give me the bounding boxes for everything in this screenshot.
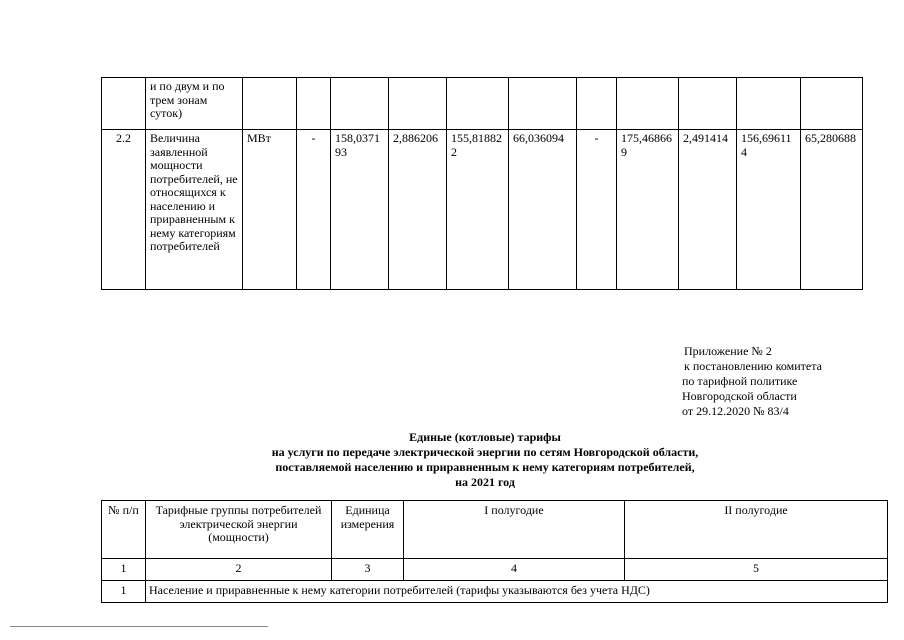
value-cell: 2,886206 xyxy=(389,130,447,290)
row-label: и по двум и по трем зонам суток) xyxy=(146,78,243,130)
index-cell: 2 xyxy=(146,559,332,581)
value-cell: - xyxy=(577,130,617,290)
index-cell: 3 xyxy=(332,559,404,581)
table-row xyxy=(102,130,863,290)
table-row xyxy=(102,559,888,581)
tariff-table xyxy=(101,500,888,603)
header-cell: Единица измерения xyxy=(332,501,404,559)
scan-line xyxy=(10,626,268,627)
header-cell: № п/п xyxy=(102,501,146,559)
appendix-line: Приложение № 2 xyxy=(684,344,772,358)
tariff-continuation-table xyxy=(101,77,863,290)
title-line: на 2021 год xyxy=(455,475,515,489)
index-cell: 4 xyxy=(404,559,625,581)
header-cell: Тарифные группы потребителей электрической энергии (мощности) xyxy=(146,501,332,559)
value-cell: 158,037193 xyxy=(331,130,389,290)
row-label: Население и приравненные к нему категории потребителей (тарифы указываются без учета НДС) xyxy=(146,581,888,603)
row-number: 2.2 xyxy=(102,130,146,290)
value-cell: 65,280688 xyxy=(801,130,863,290)
value-cell: - xyxy=(297,130,331,290)
document-title xyxy=(180,430,790,490)
appendix-line: к постановлению комитета xyxy=(684,359,822,373)
appendix-line: Новгородской области xyxy=(682,389,797,403)
unit-cell: МВт xyxy=(243,130,297,290)
header-cell: II полугодие xyxy=(625,501,888,559)
table-row xyxy=(102,78,863,130)
value-cell: 2,491414 xyxy=(679,130,737,290)
appendix-note xyxy=(682,344,822,419)
row-label: Величина заявленной мощности потребителей, не относящихся к населению и приравненным к нему категориям потребителей xyxy=(146,130,243,290)
table-header-row xyxy=(102,501,888,559)
index-cell: 5 xyxy=(625,559,888,581)
title-line: на услуги по передаче электрической энергии по сетям Новгородской области, xyxy=(271,445,699,459)
header-cell: I полугодие xyxy=(404,501,625,559)
index-cell: 1 xyxy=(102,559,146,581)
value-cell: 155,818822 xyxy=(447,130,509,290)
value-cell: 66,036094 xyxy=(509,130,577,290)
row-number: 1 xyxy=(102,581,146,603)
value-cell: 156,696114 xyxy=(737,130,801,290)
title-line: Единые (котловые) тарифы xyxy=(409,430,561,444)
appendix-line: от 29.12.2020 № 83/4 xyxy=(682,404,789,418)
title-line: поставляемой населению и приравненным к нему категориям потребителей, xyxy=(275,460,695,474)
table-row xyxy=(102,581,888,603)
value-cell: 175,468669 xyxy=(617,130,679,290)
appendix-line: по тарифной политике xyxy=(682,374,798,388)
